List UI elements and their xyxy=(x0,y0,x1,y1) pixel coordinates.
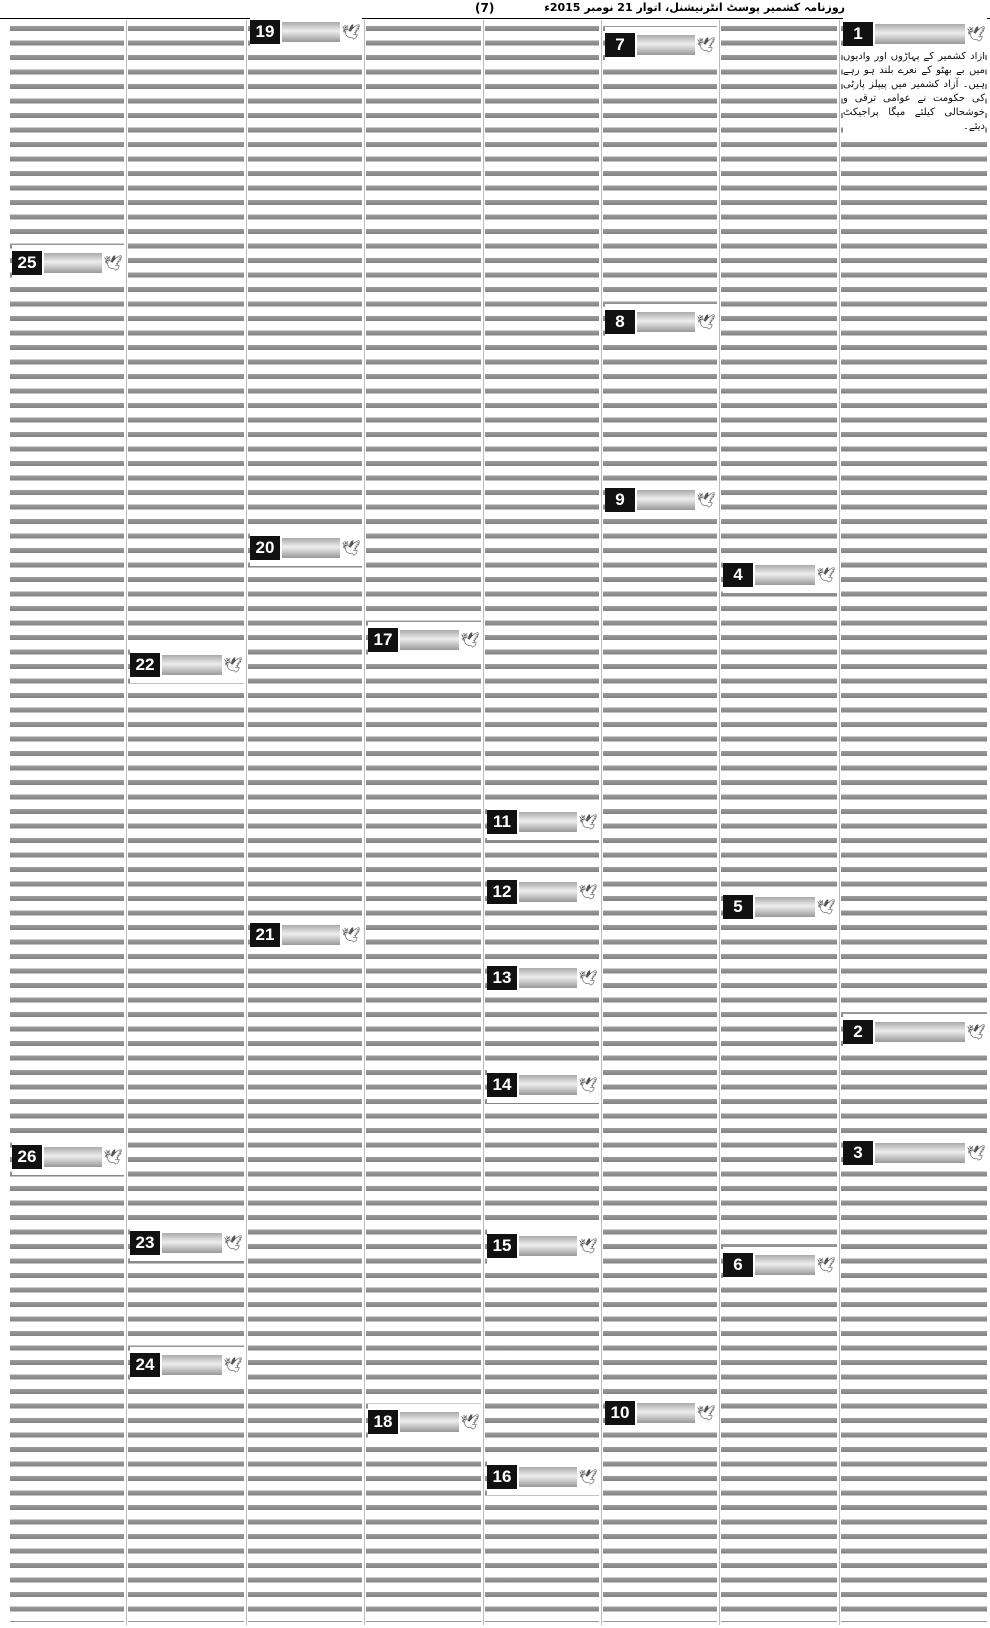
header-bar xyxy=(755,1255,815,1275)
text-column-3 xyxy=(603,22,717,1622)
bird-icon: 🕊 xyxy=(578,969,598,987)
column-divider xyxy=(364,20,365,1625)
section-header-25 xyxy=(12,251,124,275)
header-bar xyxy=(519,812,577,832)
text-column-1 xyxy=(841,22,987,1622)
section-number: 2 xyxy=(843,1020,873,1044)
header-bar xyxy=(282,925,340,945)
bird-icon: 🕊 xyxy=(816,1256,836,1274)
bird-icon: 🕊 xyxy=(966,25,986,43)
bird-icon: 🕊 xyxy=(578,813,598,831)
section-header-14 xyxy=(487,1073,599,1097)
column-divider xyxy=(126,20,127,1625)
bird-icon: 🕊 xyxy=(341,539,361,557)
bird-icon: 🕊 xyxy=(341,926,361,944)
section-number: 23 xyxy=(130,1231,160,1255)
column-divider xyxy=(483,20,484,1625)
text-column-2 xyxy=(721,22,837,1622)
header-bar xyxy=(162,1355,222,1375)
section-number: 22 xyxy=(130,653,160,677)
section-number: 13 xyxy=(487,966,517,990)
newspaper-title: روزنامہ کشمیر پوسٹ انٹرنیشنل، اتوار 21 نومبر 2015ء xyxy=(544,1,845,14)
header-bar xyxy=(44,253,102,273)
header-bar xyxy=(637,312,695,332)
header-bar xyxy=(755,897,815,917)
section-header-4 xyxy=(723,563,837,587)
section-number: 12 xyxy=(487,880,517,904)
bird-icon: 🕊 xyxy=(696,491,716,509)
section-number: 10 xyxy=(605,1401,635,1425)
section-number: 25 xyxy=(12,251,42,275)
header-bar xyxy=(519,882,577,902)
section-header-18 xyxy=(368,1410,481,1434)
section-header-11 xyxy=(487,810,599,834)
section-header-20 xyxy=(250,536,362,560)
section-header-13 xyxy=(487,966,599,990)
section-header-12 xyxy=(487,880,599,904)
bird-icon: 🕊 xyxy=(696,1404,716,1422)
header-bar xyxy=(875,1143,965,1163)
section-header-26 xyxy=(12,1145,124,1169)
section-number: 16 xyxy=(487,1465,517,1489)
section-number: 8 xyxy=(605,310,635,334)
bird-icon: 🕊 xyxy=(578,883,598,901)
header-bar xyxy=(519,1075,577,1095)
header-bar xyxy=(519,968,577,988)
section-header-5 xyxy=(723,895,837,919)
bird-icon: 🕊 xyxy=(341,23,361,41)
header-bar xyxy=(282,22,340,42)
column-divider xyxy=(719,20,720,1625)
bird-icon: 🕊 xyxy=(578,1237,598,1255)
section-number: 17 xyxy=(368,628,398,652)
bird-icon: 🕊 xyxy=(578,1468,598,1486)
section-header-17 xyxy=(368,628,481,652)
bird-icon: 🕊 xyxy=(966,1023,986,1041)
section-number: 26 xyxy=(12,1145,42,1169)
header-bar xyxy=(519,1236,577,1256)
bird-icon: 🕊 xyxy=(696,313,716,331)
section-1-lead: آزاد کشمیر کے پہاڑوں اور وادیوں میں بے بھٹو کے نعرے بلند ہو رہے ہیں۔ آزاد کشمیر میں پیپلز پارٹی کی حکومت نے عوامی ترقی و خوشحالی کیلئے میگا پراجیکٹ دیئے۔ xyxy=(843,51,985,132)
header-bar xyxy=(400,630,459,650)
section-header-15 xyxy=(487,1234,599,1258)
page-number: (7) xyxy=(475,1,495,15)
column-divider xyxy=(601,20,602,1625)
header-bar xyxy=(637,490,695,510)
bird-icon: 🕊 xyxy=(816,566,836,584)
masthead xyxy=(0,0,990,19)
header-bar xyxy=(755,565,815,585)
header-bar xyxy=(637,1403,695,1423)
section-header-24 xyxy=(130,1353,244,1377)
section-number: 5 xyxy=(723,895,753,919)
section-number: 21 xyxy=(250,923,280,947)
bird-icon: 🕊 xyxy=(696,36,716,54)
column-divider xyxy=(246,20,247,1625)
bird-icon: 🕊 xyxy=(460,631,480,649)
section-header-8 xyxy=(605,310,717,334)
bird-icon: 🕊 xyxy=(578,1076,598,1094)
section-number: 6 xyxy=(723,1253,753,1277)
section-number: 11 xyxy=(487,810,517,834)
section-header-2 xyxy=(843,1020,987,1044)
section-number: 15 xyxy=(487,1234,517,1258)
bird-icon: 🕊 xyxy=(816,898,836,916)
text-column-7 xyxy=(128,22,244,1622)
section-number: 20 xyxy=(250,536,280,560)
header-bar xyxy=(44,1147,102,1167)
section-header-21 xyxy=(250,923,362,947)
section-number: 24 xyxy=(130,1353,160,1377)
bird-icon: 🕊 xyxy=(223,1234,243,1252)
column-divider xyxy=(839,20,840,1625)
section-number: 3 xyxy=(843,1141,873,1165)
section-number: 7 xyxy=(605,33,635,57)
section-header-1 xyxy=(843,22,987,46)
header-bar xyxy=(400,1412,459,1432)
bird-icon: 🕊 xyxy=(223,1356,243,1374)
bird-icon: 🕊 xyxy=(460,1413,480,1431)
section-header-23 xyxy=(130,1231,244,1255)
section-number: 9 xyxy=(605,488,635,512)
bird-icon: 🕊 xyxy=(966,1144,986,1162)
section-header-3 xyxy=(843,1141,987,1165)
text-column-5 xyxy=(366,22,481,1622)
section-header-7 xyxy=(605,33,717,57)
section-header-22 xyxy=(130,653,244,677)
bird-icon: 🕊 xyxy=(103,1148,123,1166)
header-bar xyxy=(162,655,222,675)
section-header-16 xyxy=(487,1465,599,1489)
section-number: 1 xyxy=(843,22,873,46)
section-header-6 xyxy=(723,1253,837,1277)
bird-icon: 🕊 xyxy=(223,656,243,674)
section-header-19 xyxy=(250,20,362,44)
section-header-9 xyxy=(605,488,717,512)
section-number: 18 xyxy=(368,1410,398,1434)
section-header-10 xyxy=(605,1401,717,1425)
section-number: 4 xyxy=(723,563,753,587)
section-number: 14 xyxy=(487,1073,517,1097)
header-bar xyxy=(162,1233,222,1253)
section-number: 19 xyxy=(250,20,280,44)
header-bar xyxy=(519,1467,577,1487)
header-bar xyxy=(282,538,340,558)
header-bar xyxy=(875,24,965,44)
bird-icon: 🕊 xyxy=(103,254,123,272)
header-bar xyxy=(637,35,695,55)
text-column-6 xyxy=(248,22,362,1622)
header-bar xyxy=(875,1022,965,1042)
